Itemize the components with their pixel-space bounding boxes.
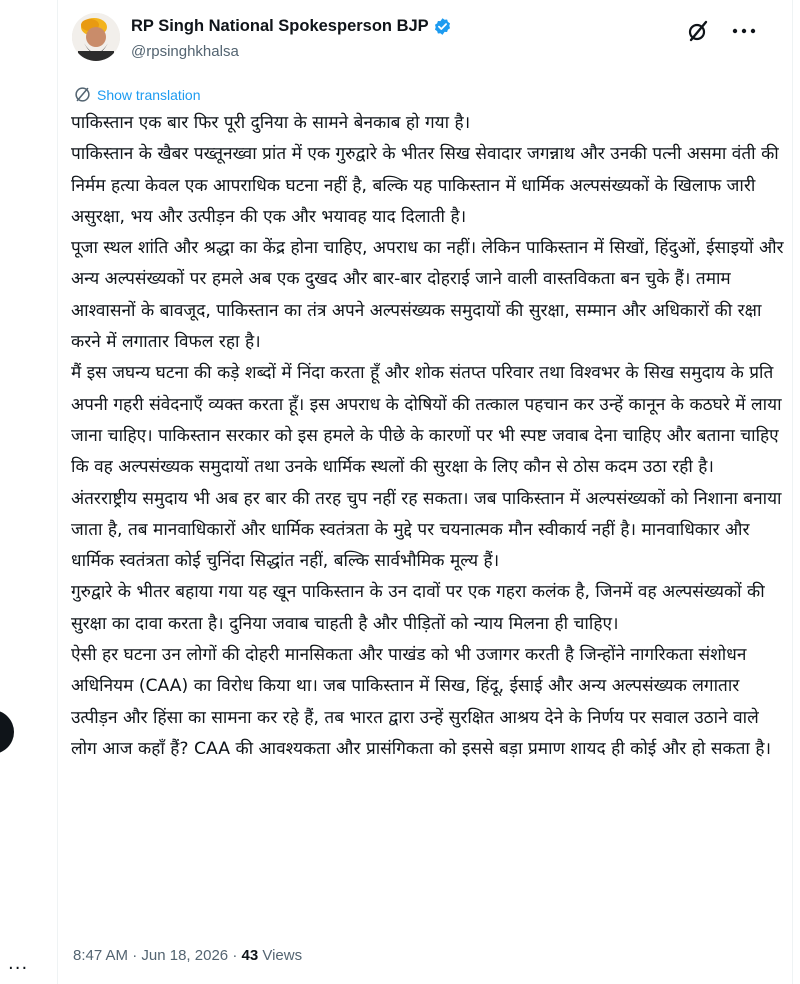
tweet-text (71, 108, 787, 765)
views-count: 43 (241, 947, 259, 964)
translate-icon (74, 86, 91, 103)
more-options-icon[interactable] (730, 22, 760, 40)
tweet-paragraph: अंतरराष्ट्रीय समुदाय भी अब हर बार की तरह चुप नहीं रह सकता। जब पाकिस्तान में अल्पसंख्यकों को निशाना बनाया जाता है, तब मानवाधिकारों और धार्मिक स्वतंत्रता के मुद्दे पर चयनात्मक मौन स्वीकार्य नहीं है। मानवाधिकार और धार्मिक स्वतंत्रता कोई चुनिंदा सिद्धांत नहीं, बल्कि सार्वभौमिक मूल्य हैं। (71, 488, 782, 572)
tweet-paragraph: गुरुद्वारे के भीतर बहाया गया यह खून पाकिस्तान के उन दावों पर एक गहरा कलंक है, जिनमें वह अल्पसंख्यकों की सुरक्षा का दावा करता है। दुनिया जवाब चाहती है और पीड़ितों को न्याय मिलना ही चाहिए। (71, 582, 765, 634)
avatar[interactable] (72, 13, 120, 61)
meta-separator: · (132, 947, 138, 964)
author-display-name[interactable]: RP Singh National Spokesperson BJP (131, 17, 429, 35)
views-label: Views (262, 947, 303, 964)
timeline-border-right (792, 0, 793, 984)
author-handle[interactable]: @rpsinghkhalsa (131, 43, 239, 60)
verified-badge-icon (433, 17, 452, 36)
timeline-border-left (57, 0, 58, 984)
account-more-icon[interactable]: ... (8, 953, 29, 974)
meta-separator: · (232, 947, 238, 964)
tweet-paragraph: पाकिस्तान एक बार फिर पूरी दुनिया के सामने बेनकाब हो गया है। (71, 113, 471, 133)
tweet-paragraph: ऐसी हर घटना उन लोगों की दोहरी मानसिकता और पाखंड को भी उजागर करती है जिन्होंने नागरिकता संशोधन अधिनियम (CAA) का विरोध किया था। जब पाकिस्तान में सिख, हिंदू, ईसाई और अन्य अल्पसंख्यक लगातार उत्पीड़न और हिंसा का सामना कर रहे हैं, तब भारत द्वारा उन्हें सुरक्षित आश्रय देने के निर्णय पर सवाल उठाने वाले लोग आज कहाँ हैं? CAA की आवश्यकता और प्रासंगिकता को इससे बड़ा प्रमाण शायद ही कोई और हो सकता है। (71, 645, 771, 759)
post-time[interactable]: 8:47 AM (73, 947, 129, 964)
compose-post-button[interactable] (0, 710, 14, 754)
author-name-row[interactable] (131, 17, 452, 36)
tweet-paragraph: मैं इस जघन्य घटना की कड़े शब्दों में निंदा करता हूँ और शोक संतप्त परिवार तथा विश्वभर के सिख समुदाय के प्रति अपनी गहरी संवेदनाएँ व्यक्त करता हूँ। इस अपराध के दोषियों की तत्काल पहचान कर उन्हें कानून के कठघरे में लाया जाना चाहिए। पाकिस्तान सरकार को इस हमले के पीछे के कारणों पर भी स्पष्ट जवाब देना चाहिए और बताना चाहिए कि वह अल्पसंख्यक समुदायों तथा उनके धार्मिक स्थलों की सुरक्षा के लिए कौन से ठोस कदम उठा रही है। (71, 363, 782, 478)
tweet-paragraph: पूजा स्थल शांति और श्रद्धा का केंद्र होना चाहिए, अपराध का नहीं। लेकिन पाकिस्तान में सिखों, हिंदुओं, ईसाइयों और अन्य अल्पसंख्यकों पर हमले अब एक दुखद और बार-बार दोहराई जाने वाली वास्तविकता बन चुके हैं। तमाम आश्वासनों के बावजूद, पाकिस्तान का तंत्र अपने अल्पसंख्यक समुदायों की सुरक्षा, सम्मान और अधिकारों की रक्षा करने में लगातार विफल रहा है। (71, 238, 784, 353)
post-date[interactable]: Jun 18, 2026 (141, 947, 229, 964)
tweet-meta (73, 947, 302, 964)
grok-icon[interactable] (687, 20, 709, 42)
show-translation-label[interactable]: Show translation (97, 86, 201, 103)
tweet-paragraph: पाकिस्तान के खैबर पख्तूनख्वा प्रांत में एक गुरुद्वारे के भीतर सिख सेवादार जगन्नाथ और उनकी पत्नी असमा वंती की निर्मम हत्या केवल एक आपराधिक घटना नहीं है, बल्कि यह पाकिस्तान में धार्मिक अल्पसंख्यकों के खिलाफ जारी असुरक्षा, भय और उत्पीड़न की एक और भयावह याद दिलाती है। (71, 144, 779, 227)
show-translation-link[interactable] (74, 86, 201, 103)
